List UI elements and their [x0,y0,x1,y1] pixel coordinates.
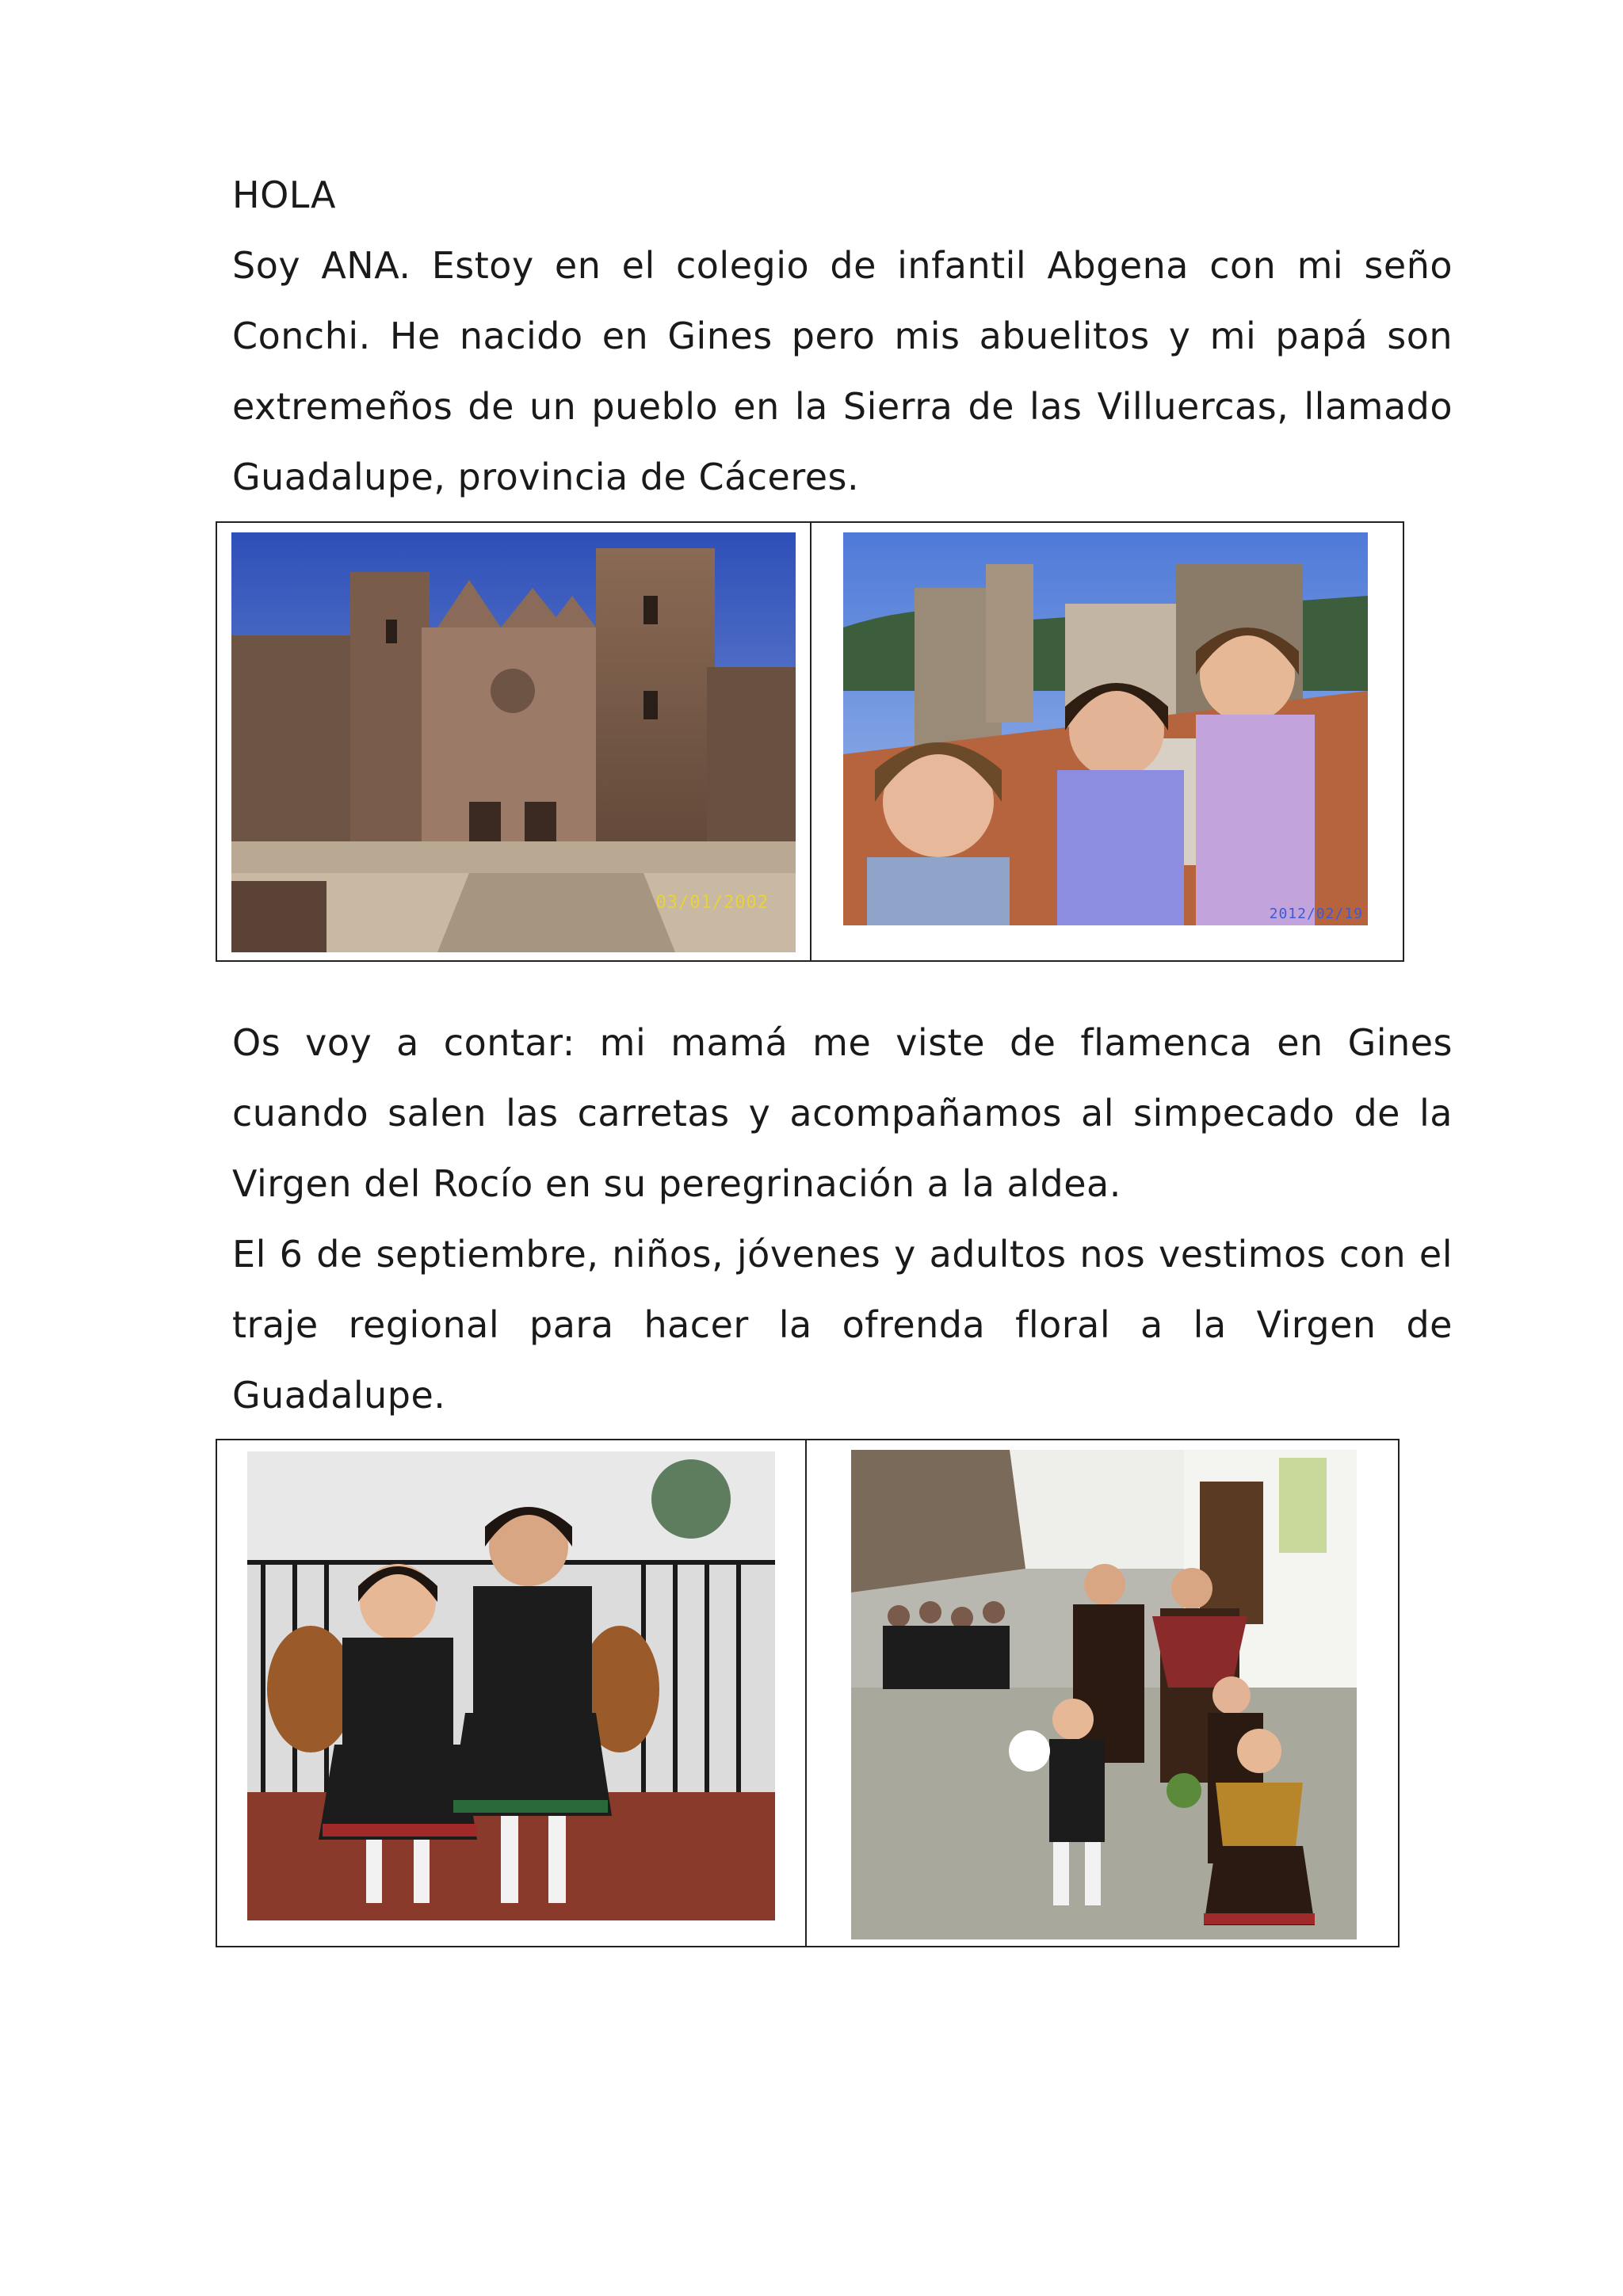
date-stamp: 2012/02/19 [1269,906,1363,922]
story-paragraph-2: El 6 de septiembre, niños, jóvenes y adultos nos vestimos con el traje regional para hacer la ofrenda floral a la Virgen de Guadalupe. [232,1233,1453,1417]
procession-photo [851,1450,1357,1939]
photo-table-bottom [216,1439,1400,1947]
photo-table-top [216,521,1404,962]
story-text [232,1008,1453,1431]
intro-text [232,160,1453,513]
girls-costume-photo [247,1451,775,1920]
story-paragraph-1: Os voy a contar: mi mamá me viste de flamenca en Gines cuando salen las carretas y acompañamos al simpecado de la Virgen del Rocío en su peregrinación a la aldea. [232,1021,1453,1205]
monastery-photo [231,532,796,952]
table-divider [810,523,812,960]
greeting: HOLA [232,174,336,216]
date-stamp: 03/01/2002 [655,893,769,913]
table-divider [805,1440,807,1946]
girls-photo [843,532,1368,925]
intro-paragraph: Soy ANA. Estoy en el colegio de infantil Abgena con mi seño Conchi. He nacido en Gines pero mis abuelitos y mi papá son extremeños de un pueblo en la Sierra de las Villuercas, llamado Guadalupe, provincia de Cáceres. [232,244,1453,498]
